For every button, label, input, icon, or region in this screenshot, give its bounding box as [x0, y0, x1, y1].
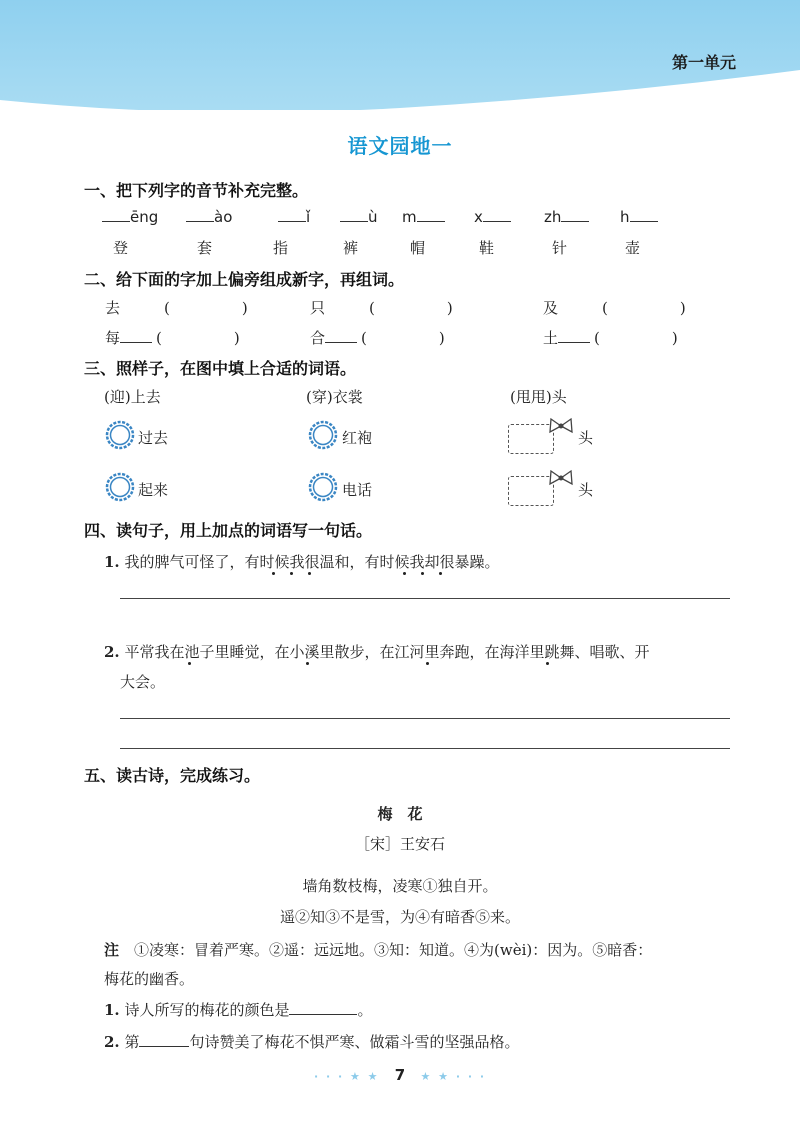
flower-circle-icon[interactable] — [308, 420, 338, 450]
radical-item: 去 ( ) — [105, 299, 248, 317]
blank-field[interactable] — [289, 1000, 357, 1015]
poem-question-1: 1. 诗人所写的梅花的颜色是 。 — [104, 1001, 373, 1019]
char: 裤 — [343, 239, 359, 257]
pinyin-item[interactable]: m — [402, 207, 445, 226]
fill-word: 头 — [578, 481, 594, 499]
poem-note: 注 ①凌寒：冒着严寒。②遥：远远地。③知：知道。④为(wèi)：因为。⑤暗香： — [104, 941, 653, 959]
emphasis-dot — [546, 662, 549, 665]
example-label: (穿)衣裳 — [306, 388, 363, 406]
emphasis-dot — [308, 572, 311, 575]
char: 针 — [552, 239, 568, 257]
answer-line[interactable] — [120, 748, 730, 749]
flower-circle-icon[interactable] — [105, 472, 135, 502]
poem-author: ［宋］王安石 — [354, 835, 445, 853]
pinyin-item[interactable]: h — [620, 207, 658, 226]
pinyin-item[interactable]: ǐ — [278, 207, 310, 226]
section5-heading: 五、读古诗，完成练习。 — [84, 766, 261, 785]
pinyin-item[interactable]: ào — [186, 207, 232, 226]
bow-icon — [548, 468, 574, 488]
star-decoration-icon: · · · ★ ★ — [313, 1070, 380, 1083]
answer-line[interactable] — [120, 718, 730, 719]
page-number: · · · ★ ★ 7 ★ ★ · · · — [313, 1066, 487, 1084]
section3-heading: 三、照样子，在图中填上合适的词语。 — [84, 359, 357, 378]
pinyin-item[interactable]: zh — [544, 207, 589, 226]
emphasis-dot — [426, 662, 429, 665]
emphasis-dot — [421, 572, 424, 575]
fill-word: 起来 — [138, 481, 169, 499]
poem-line: 墙角数枝梅，凌寒①独自开。 — [302, 877, 498, 895]
emphasis-dot — [290, 572, 293, 575]
emphasis-dot — [306, 662, 309, 665]
pinyin-item[interactable]: ēng — [102, 207, 158, 226]
char: 套 — [197, 239, 213, 257]
poem-note-cont: 梅花的幽香。 — [104, 970, 195, 988]
page-title: 语文园地一 — [347, 134, 453, 158]
blank-field[interactable] — [139, 1032, 189, 1047]
section2-heading: 二、给下面的字加上偏旁组成新字，再组词。 — [84, 270, 405, 289]
char: 帽 — [410, 239, 426, 257]
radical-item: 合 ( ) — [310, 329, 445, 347]
unit-label: 第一单元 — [671, 53, 736, 72]
fill-word: 电话 — [342, 481, 373, 499]
section4-heading: 四、读句子，用上加点的词语写一句话。 — [84, 521, 373, 540]
pinyin-item[interactable]: ù — [340, 207, 378, 226]
fill-word: 红袍 — [342, 429, 373, 447]
radical-item: 土 ( ) — [543, 329, 678, 347]
flower-circle-icon[interactable] — [308, 472, 338, 502]
example-label: (迎)上去 — [104, 388, 161, 406]
answer-line[interactable] — [120, 598, 730, 599]
poem-line: 遥②知③不是雪，为④有暗香⑤来。 — [279, 908, 520, 926]
char: 鞋 — [479, 239, 495, 257]
fill-word: 头 — [578, 429, 594, 447]
poem-question-2: 2. 第 句诗赞美了梅花不惧严寒、做霜斗雪的坚强品格。 — [104, 1033, 520, 1051]
bow-icon — [548, 416, 574, 436]
poem-title: 梅 花 — [377, 805, 423, 823]
radical-item: 及 ( ) — [543, 299, 686, 317]
emphasis-dot — [188, 662, 191, 665]
section1-heading: 一、把下列字的音节补充完整。 — [84, 181, 309, 200]
question-2: 2. 平常我在池子里睡觉，在小溪里散步，在江河里奔跑，在海洋里跳舞、唱歌、开 — [104, 643, 650, 661]
example-label: (甩甩)头 — [510, 388, 567, 406]
fill-word: 过去 — [138, 429, 169, 447]
question-1: 1. 我的脾气可怪了，有时候我很温和，有时候我却很暴躁。 — [104, 553, 500, 571]
emphasis-dot — [272, 572, 275, 575]
flower-circle-icon[interactable] — [105, 420, 135, 450]
star-decoration-icon: ★ ★ · · · — [420, 1070, 487, 1083]
question-2-cont: 大会。 — [120, 673, 166, 691]
emphasis-dot — [403, 572, 406, 575]
radical-item: 每 ( ) — [105, 329, 240, 347]
char: 指 — [273, 239, 289, 257]
pinyin-item[interactable]: x — [474, 207, 511, 226]
radical-item: 只 ( ) — [310, 299, 453, 317]
char: 壶 — [625, 239, 641, 257]
emphasis-dot — [439, 572, 442, 575]
char: 登 — [113, 239, 129, 257]
